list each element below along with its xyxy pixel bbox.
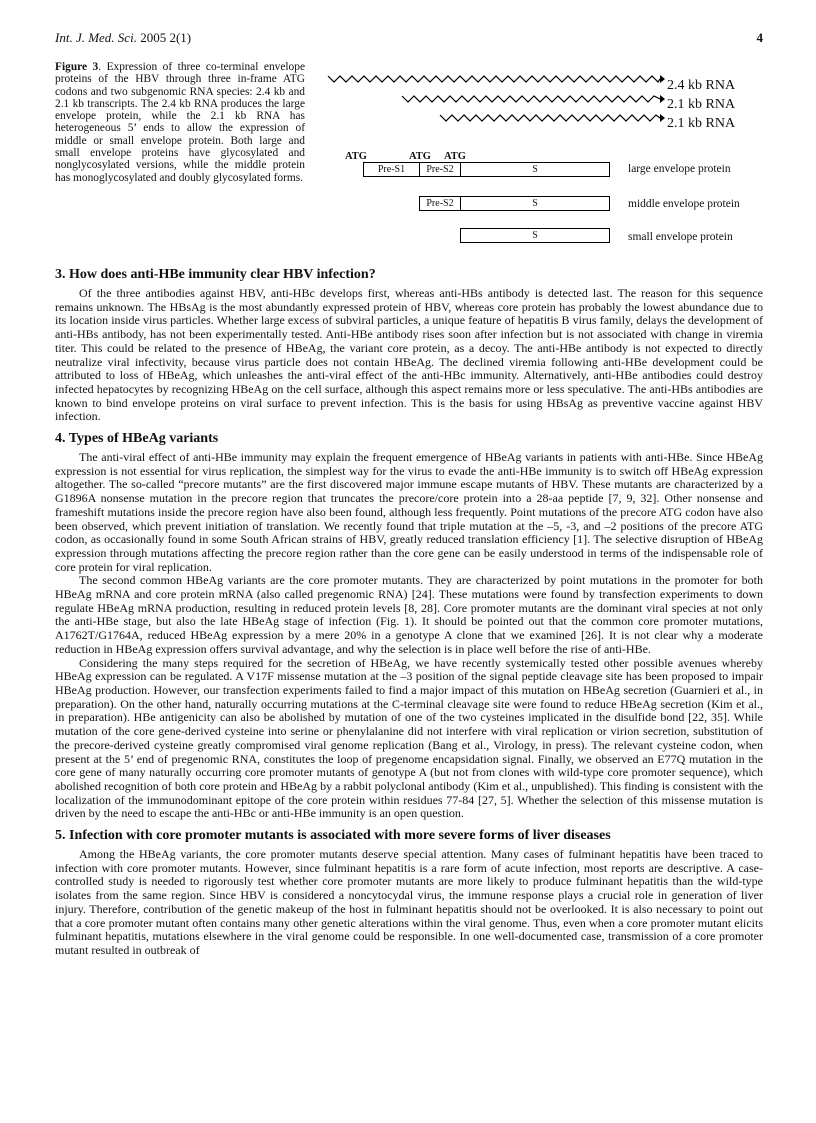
segment-s: S <box>532 230 538 241</box>
page-number: 4 <box>756 30 763 45</box>
protein-label-large: large envelope protein <box>628 163 731 175</box>
segment-pre-s2: Pre-S2 <box>420 163 461 176</box>
rna-transcript-2.1kb-a-wave <box>402 96 660 102</box>
atg-label-3: ATG <box>444 151 466 162</box>
segment-s: S <box>532 164 538 175</box>
rna-transcript-2.4kb-wave <box>328 76 660 82</box>
section-3 <box>55 266 763 424</box>
section-4-heading: 4. Types of HBeAg variants <box>55 431 219 447</box>
rna-transcript-2.4kb-arrowhead <box>660 75 665 83</box>
section-5 <box>55 827 763 958</box>
journal-year-volume: 2005 2(1) <box>140 30 192 45</box>
figure-caption-label: Figure 3 <box>55 61 99 73</box>
large-envelope-protein-bar <box>363 162 610 177</box>
section-4-paragraph-3: Considering the many steps required for the secretion of HBeAg, we have recently systemically tested other possible avenues whereby HBeAg expression can be regulated. A V17F missense mutation at the –3 position of the signal peptide cleavage site has been proposed to impair HBeAg production. However, our transfection experiments failed to find a major impact of this mutation on HBeAg secretion (Guarnieri et al., in preparation). On the other hand, naturally occurring mutations at the C-terminal cleavage site were found to reduce HBeAg secretion (Kim et al., in preparation). HBe antigenicity can also be abolished by mutation of one of the two cysteines implicated in the disulfide bond [22, 35]. While mutation of the core gene-derived cysteine into serine or phenylalanine did not interfere with viral replication or virion secretion, substitution of the precore-derived cysteine greatly compromised viral genome replication (Bang et al., Virology, in press). The relevant cysteine codon, when present at the 5’ end of pregenomic RNA, constitutes the loop of pregenome encapsidation signal. Finally, we observed an E77Q mutation in the core gene of many naturally occurring core promoter mutants of genotype A (but not from clones with wild-type core promoter sequence), which abolished recognition of both core protein and HBeAg by a rabbit polyclonal antibody (Kim et al., unpublished). This finding is consistent with the localization of the immunodominant epitope of the core protein within residues 77-84 [27, 5]. Whether the selection of this missense mutation is driven by the need to escape the anti-HBc or anti-HBe immunity is an open question. <box>55 655 763 821</box>
atg-label-1: ATG <box>345 151 367 162</box>
section-3-paragraph-1: Of the three antibodies against HBV, anti-HBc develops first, whereas anti-HBs antibody is detected last. The reason for this sequence remains unknown. The HBsAg is the most abundantly expressed protein of HBV, whereas core protein has probably the lowest abundance due to its location inside virus particles. Whether large excess of subviral particles, a unique feature of hepatitis B virus family, delays the development of anti-HBs antibody, has not been experimentally tested. Anti-HBe antibody rises soon after infection but is not associated with change in viremia titer. This could be related to the presence of HBeAg, the variant core protein, as a decoy. The anti-HBe antibody is not expected to directly neutralize viral infectivity, because virus particle does not contain HBeAg. The declined viremia following anti-HBe development could be attributed to loss of HBeAg, which unleashes the anti-viral effect of the anti-HBc immunity. Alternatively, anti-HBe antibodies could destroy infected hepatocytes by recognizing HBeAg on the cell surface, although this aspect remains more or less speculative. The anti-HBs antibodies are known to bind envelope proteins on viral surface to prevent infection. This is the basis for using HBsAg as preventive vaccine against HBV infection. <box>55 286 763 424</box>
rna-label-2.1kb-b: 2.1 kb RNA <box>667 116 736 131</box>
middle-envelope-protein-bar <box>419 196 610 211</box>
segment-s: S <box>532 198 538 209</box>
journal-citation <box>55 30 191 46</box>
section-4 <box>55 430 763 821</box>
section-4-paragraph-2: The second common HBeAg variants are the core promoter mutants. They are characterized by point mutations in the promoter for both HBeAg mRNA and core protein mRNA (also called pregenomic RNA) [24]. These mutations were found by transfection experiments to down regulate HBeAg mRNA production, resulting in reduced protein levels [8, 28]. Core promoter mutants are the dominant viral species at not only the anti-HBe stage, but also the late HBeAg stage of infection (Fig. 1). It should be pointed out that the common core promoter mutations, A1762T/G1764A, reduced HBeAg expression by a mere 20% in a genotype A clone that we examined [26]. It is not clear why a moderate reduction in HBeAg expression offers survival advantage, and why the selection is in place well before the rise of anti-HBe. <box>55 573 763 656</box>
rna-label-2.4kb: 2.4 kb RNA <box>667 78 736 93</box>
figure-3-diagram <box>320 62 790 254</box>
rna-transcript-2.1kb-b-arrowhead <box>660 114 665 122</box>
rna-label-2.1kb-a: 2.1 kb RNA <box>667 97 736 112</box>
segment-pre-s2: Pre-S2 <box>420 197 461 210</box>
protein-label-middle: middle envelope protein <box>628 198 740 210</box>
article-body <box>55 266 763 964</box>
atg-label-2: ATG <box>409 151 431 162</box>
rna-transcript-2.1kb-a-arrowhead <box>660 95 665 103</box>
section-4-paragraph-1: The anti-viral effect of anti-HBe immunity may explain the frequent emergence of HBeAg variants in patients with anti-HBe. Since HBeAg expression is not essential for virus replication, the simplest way for the virus to evade the anti-HBe immunity is to switch off HBeAg expression altogether. The so-called “precore mutants” are the first discovered major immune escape mutants of HBV. These mutants are characterized by a G1896A nonsense mutation in the precore region that truncates the precore/core protein into a 28-aa peptide [7, 9, 32]. Other nonsense and frameshift mutations inside the precore region have also been found, although less frequently. Point mutations of the precore ATG codon have also been observed, which prevent initiation of translation. We recently found that triple mutation at the –5, -3, and –2 positions of the precore ATG codon, as occasionally found in some South African strains of HBV, greatly reduced translation efficiency [1]. The selective disruption of HBeAg expression through mutations affecting the precore region rather than the core gene can be easily understood in terms of the indispensable role of core protein for viral replication. <box>55 450 763 574</box>
section-3-heading: 3. How does anti-HBe immunity clear HBV infection? <box>55 267 376 282</box>
small-envelope-protein-bar <box>460 228 610 243</box>
section-5-paragraph-1: Among the HBeAg variants, the core promoter mutants deserve special attention. Many cases of fulminant hepatitis have been traced to infection with core promoter mutants. However, since fulminant hepatitis is a rare form of acute infection, most reports are descriptive. A case-controlled study is needed to rigorously test whether core promoter mutants are more likely to produce fulminant hepatitis than the wild-type isolates from the same region. Since HBV is considered a noncytocydal virus, the immune response plays a crucial role in generation of liver injury. Therefore, contribution of the genetic makeup of the host in fulminant hepatitis should not be overlooked. It is also necessary to point out that a core promoter mutant often contains many other genetic alterations within the viral genome. Thus, even when a core promoter mutant elicits fulminant hepatitis, mutations elsewhere in the viral genome could be responsible. In one well-documented case, transmission of a core promoter mutant resulted in outbreak of <box>55 847 763 957</box>
figure-caption <box>55 61 305 184</box>
page-header <box>55 30 763 48</box>
rna-transcript-2.1kb-b-wave <box>440 115 660 121</box>
protein-label-small: small envelope protein <box>628 231 733 243</box>
figure-caption-text: . Expression of three co-terminal envelope proteins of the HBV through three in-frame ATG codons and two subgenomic RNA species: 2.4 kb and 2.1 kb transcripts. The 2.4 kb RNA produces the large envelope protein, while the 2.1 kb RNA has heterogeneous 5’ ends to allow the expression of middle or small envelope protein. Both large and small envelope proteins have glycosylated and nonglycosylated versions, while the middle protein has monoglycosylated and doubly glycosylated forms. <box>55 61 305 184</box>
journal-name: Int. J. Med. Sci. <box>55 30 137 45</box>
segment-pre-s1: Pre-S1 <box>364 163 420 176</box>
section-5-heading: 5. Infection with core promoter mutants is associated with more severe forms of liver diseases <box>55 828 611 844</box>
